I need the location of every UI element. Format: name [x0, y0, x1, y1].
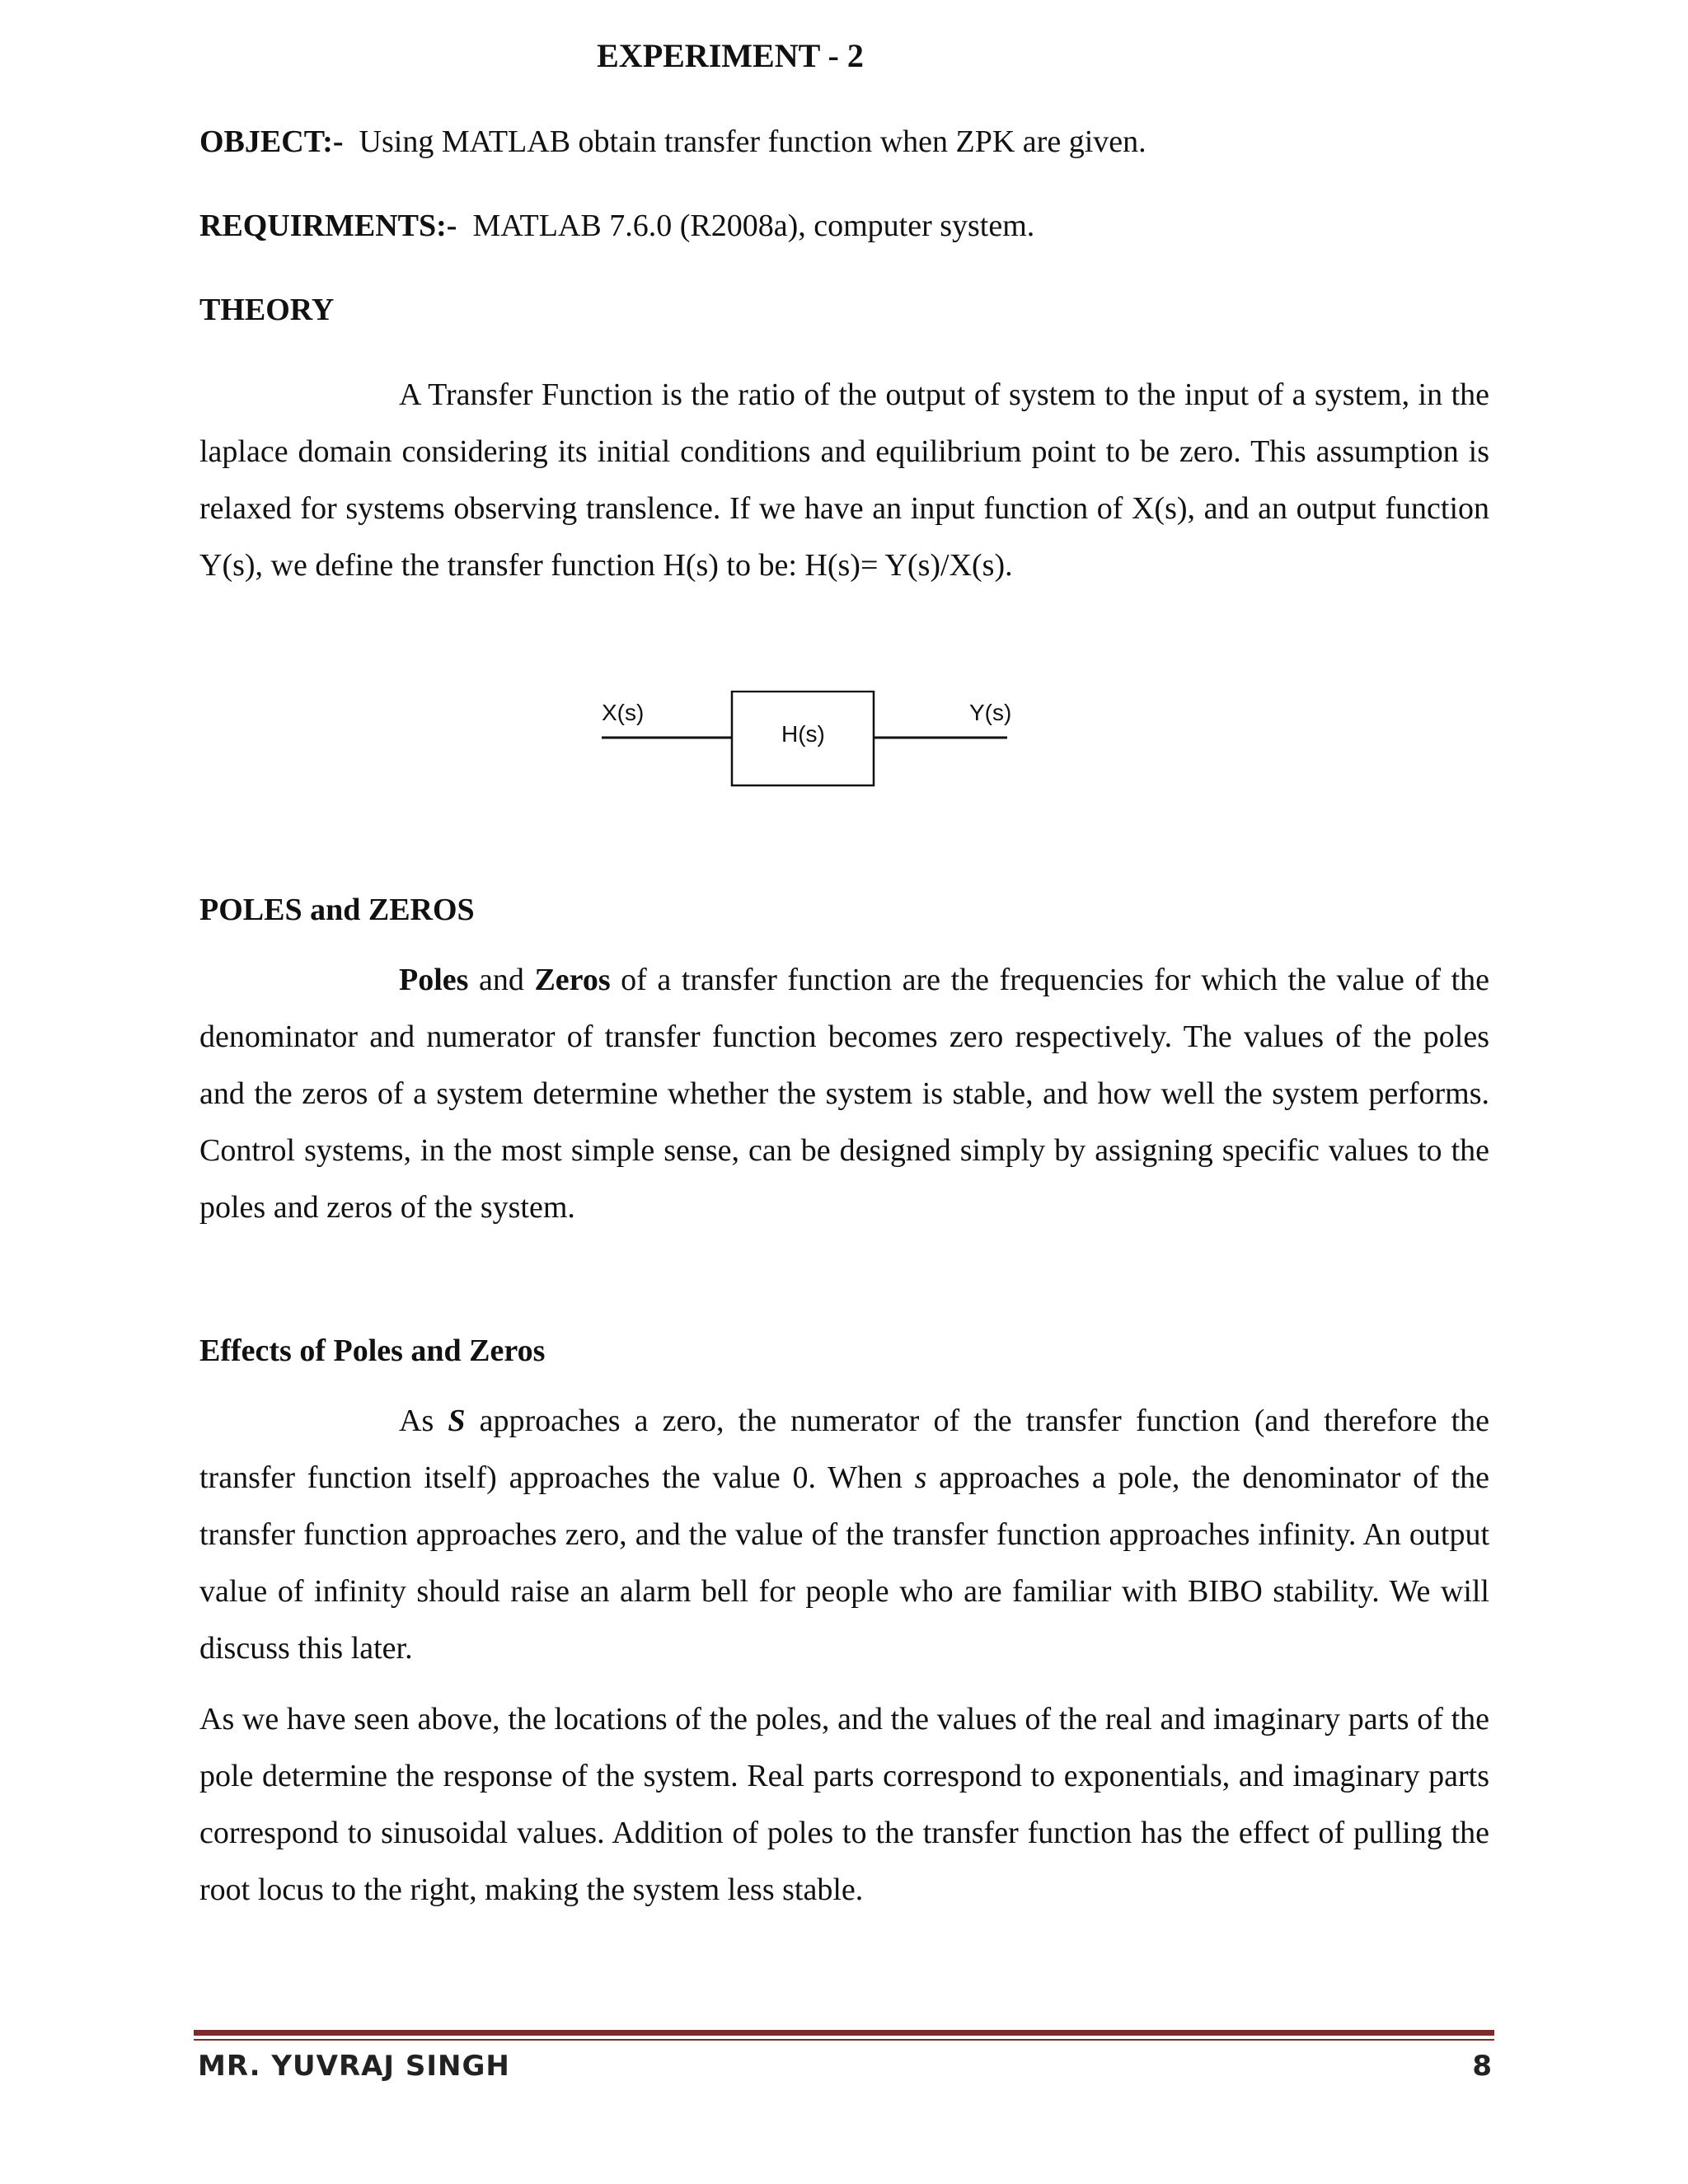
theory-paragraph: A Transfer Function is the ratio of the output of system to the input of a system, in the laplace domain considering its initial conditions and equilibrium point to be zero. This assumption is relaxed for systems observing translence. If we have an input function of X(s), and an output function Y(s), we define the transfer function H(s) to be: H(s)= Y(s)/X(s).: [199, 377, 1489, 583]
effects-paragraph-1: [199, 1393, 1489, 1677]
effects-heading: Effects of Poles and Zeros: [199, 1333, 546, 1368]
effects-paragraph-2: As we have seen above, the locations of the poles, and the values of the real and imaginary parts of the pole determine the response of the system. Real parts correspond to exponentials, and imaginary parts correspond to sinusoidal values. Addition of poles to the transfer function has the effect of pulling the root locus to the right, making the system less stable.: [199, 1702, 1489, 1907]
object-line: [199, 120, 1146, 163]
footer-rule-thick: [194, 2030, 1494, 2036]
page-title: EXPERIMENT - 2: [597, 37, 864, 74]
requirements-line: [199, 204, 1034, 247]
zeros-term: Zeros: [534, 963, 611, 997]
requirements-label: REQUIRMENTS:-: [199, 209, 457, 243]
theory-heading: THEORY: [199, 293, 335, 327]
poles-zeros-heading: POLES and ZEROS: [199, 893, 475, 927]
block-diagram: [593, 691, 1022, 790]
block-label: H(s): [781, 721, 825, 747]
poles-zeros-paragraph: [199, 952, 1489, 1236]
effects-p1-start: As: [399, 1404, 448, 1438]
object-label: OBJECT:-: [199, 124, 344, 159]
input-label: X(s): [602, 700, 645, 725]
footer-author: MR. YUVRAJ SINGH: [198, 2050, 510, 2083]
object-text: Using MATLAB obtain transfer function when ZPK are given.: [359, 124, 1146, 159]
poles-term: Poles: [399, 963, 469, 997]
footer-rule-thin: [194, 2039, 1494, 2041]
poles-zeros-text: of a transfer function are the frequencies for which the value of the denominator and numerator of transfer function becomes zero respectively. The values of the poles and the zeros of a system determine whether the system is stable, and how well the system performs. Control systems, in the most simple sense, can be designed simply by assigning specific values to the poles and zeros of the system.: [199, 963, 1490, 1225]
effects-p1-mid: approaches a zero, the numerator of the transfer function (and therefore the transfer function itself) approaches the value 0. When: [199, 1404, 1490, 1495]
s-variable-bold: S: [448, 1404, 466, 1438]
and-word: and: [468, 963, 535, 997]
effects-p1-end: approaches a pole, the denominator of the transfer function approaches zero, and the value of the transfer function approaches infinity. An output value of infinity should raise an alarm bell for people who are familiar with BIBO stability. We will discuss this later.: [199, 1460, 1489, 1666]
requirements-text: MATLAB 7.6.0 (R2008a), computer system.: [472, 209, 1035, 243]
s-variable-italic: s: [914, 1460, 927, 1495]
output-label: Y(s): [969, 700, 1012, 725]
page-number: 8: [1472, 2050, 1492, 2083]
block-diagram-svg: [593, 691, 1022, 790]
